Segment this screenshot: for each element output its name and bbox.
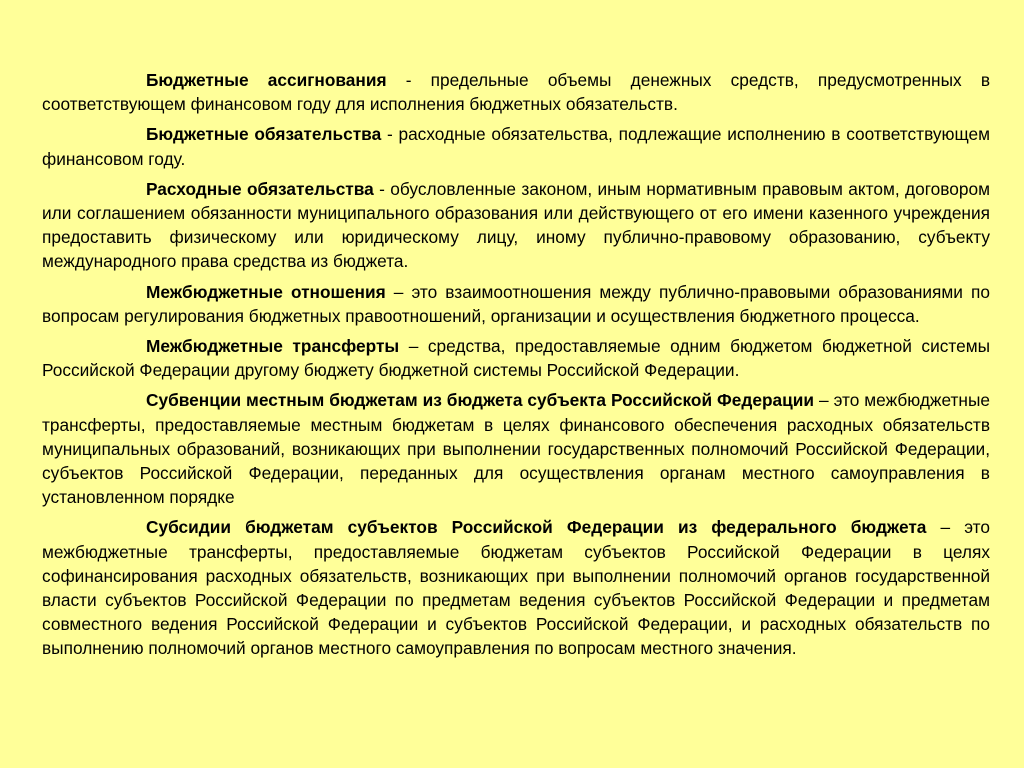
- definition-text: – средства, предоставляемые одним бюджетом бюджетной системы Российской Федерации другому бюджету бюджетной системы Российской Федерации.: [42, 336, 990, 381]
- definition-subsidies: [42, 515, 990, 660]
- term-label: Субсидии бюджетам субъектов Российской Федерации из федерального бюджета: [146, 517, 927, 538]
- definition-text: - обусловленные законом, иным нормативным правовым актом, договором или соглашением обязанности муниципального образования или действующего от его имени казенного учреждения предоставить физическому или юридическому лицу, иному публично-правовому образованию, субъекту международного права средства из бюджета.: [42, 178, 990, 272]
- definition-interbudgetary-relations: [42, 280, 990, 328]
- definition-expenditure-obligations: [42, 177, 990, 274]
- definition-text: – это взаимоотношения между публично-правовыми образованиями по вопросам регулирования бюджетных правоотношений, организации и осуществления бюджетного процесса.: [42, 281, 990, 326]
- term-label: Бюджетные обязательства: [146, 124, 382, 145]
- definition-text: - предельные объемы денежных средств, предусмотренных в соответствующем финансовом году для исполнения бюджетных обязательств.: [42, 70, 991, 115]
- definition-budget-obligations: [42, 122, 990, 170]
- definition-subventions: [42, 388, 990, 509]
- term-label: Межбюджетные трансферты: [146, 336, 400, 357]
- definition-text: – это межбюджетные трансферты, предоставляемые местным бюджетам в целях финансового обеспечения расходных обязательств муниципальных образований, возникающих при выполнении государственных полномочий Российской Федерации, субъектов Российской Федерации, переданных для осуществления органам местного самоуправления в установленном порядке: [42, 390, 990, 508]
- term-label: Субвенции местным бюджетам из бюджета субъекта Российской Федерации: [146, 390, 815, 411]
- definition-interbudgetary-transfers: [42, 334, 990, 382]
- definition-text: - расходные обязательства, подлежащие исполнению в соответствующем финансовом году.: [42, 124, 990, 169]
- term-label: Межбюджетные отношения: [146, 281, 386, 302]
- definition-text: – это межбюджетные трансферты, предоставляемые бюджетам субъектов Российской Федерации в целях софинансирования расходных обязательств, возникающих при выполнении полномочий органов государственной власти субъектов Российской Федерации по предметам ведения субъектов Российской Федерации и предметам совместного ведения Российской Федерации и субъектов Российской Федерации, и расходных обязательств по выполнению полномочий органов местного самоуправления по вопросам местного значения.: [42, 517, 991, 659]
- term-label: Расходные обязательства: [146, 178, 374, 199]
- definition-budget-allocations: [42, 68, 990, 116]
- term-label: Бюджетные ассигнования: [146, 70, 387, 90]
